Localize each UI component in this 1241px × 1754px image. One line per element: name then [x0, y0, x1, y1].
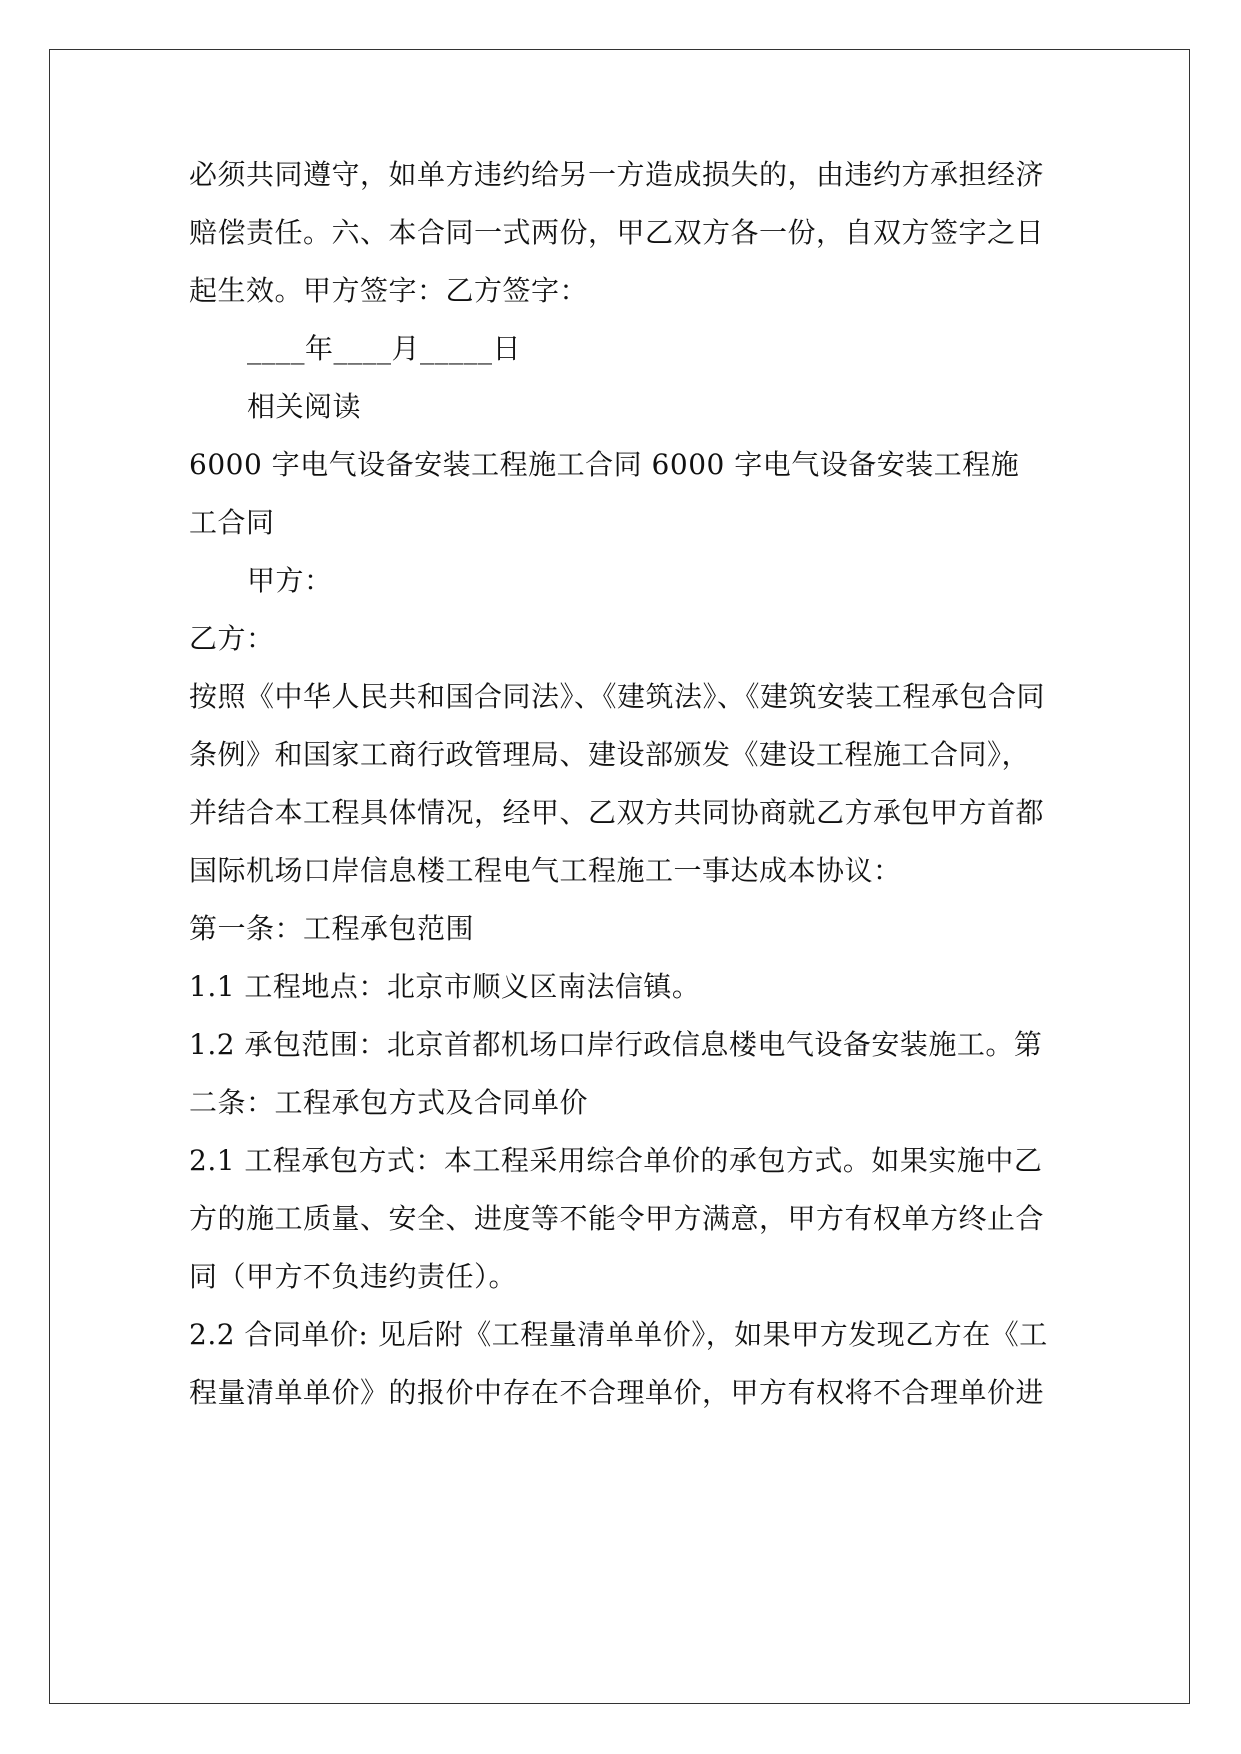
- clause-2-1-line-3: 同（甲方不负违约责任）。: [189, 1260, 518, 1293]
- clause-2-2-line-2: 程量清单单价》的报价中存在不合理单价，甲方有权将不合理单价进: [189, 1376, 1045, 1409]
- text-line-preamble-1: 按照《中华人民共和国合同法》、《建筑法》、《建筑安装工程承包合同: [189, 680, 1046, 713]
- date-signature-line: ____年____月_____日: [247, 332, 522, 365]
- related-reading-heading: 相关阅读: [247, 390, 362, 423]
- clause-2-1-line-2: 方的施工质量、安全、进度等不能令甲方满意，甲方有权单方终止合: [189, 1202, 1045, 1235]
- article-1-heading: 第一条：工程承包范围: [189, 912, 475, 945]
- clause-1-1: 1.1 工程地点：北京市顺义区南法信镇。: [189, 970, 701, 1003]
- text-line-2: 赔偿责任。六、本合同一式两份，甲乙双方各一份，自双方签字之日: [189, 216, 1045, 249]
- clause-2-1-line-1: 2.1 工程承包方式：本工程采用综合单价的承包方式。如果实施中乙: [189, 1144, 1043, 1177]
- text-line-3: 起生效。甲方签字：乙方签字：: [189, 274, 589, 307]
- clause-1-2: 1.2 承包范围：北京首都机场口岸行政信息楼电气设备安装施工。第: [189, 1028, 1043, 1061]
- contract-title-line-1: 6000 字电气设备安装工程施工合同 6000 字电气设备安装工程施: [189, 448, 1020, 481]
- text-line-preamble-2: 条例》和国家工商行政管理局、建设部颁发《建设工程施工合同》，: [189, 738, 1031, 771]
- text-line-1: 必须共同遵守，如单方违约给另一方造成损失的，由违约方承担经济: [189, 158, 1045, 191]
- text-line-preamble-4: 国际机场口岸信息楼工程电气工程施工一事达成本协议：: [189, 854, 902, 887]
- text-line-preamble-3: 并结合本工程具体情况，经甲、乙双方共同协商就乙方承包甲方首都: [189, 796, 1045, 829]
- party-b-label: 乙方：: [189, 622, 275, 655]
- contract-title-line-2: 工合同: [189, 506, 275, 539]
- party-a-label: 甲方：: [247, 564, 333, 597]
- article-2-heading: 二条：工程承包方式及合同单价: [189, 1086, 589, 1119]
- clause-2-2-line-1: 2.2 合同单价: 见后附《工程量清单单价》，如果甲方发现乙方在《工: [189, 1318, 1048, 1351]
